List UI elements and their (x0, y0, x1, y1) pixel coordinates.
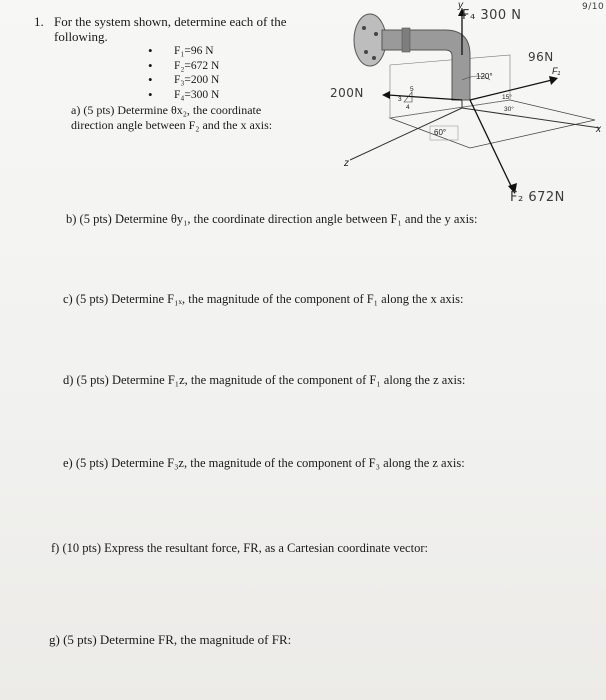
x-axis-line (462, 108, 600, 128)
problem-number: 1. (34, 14, 44, 29)
handwritten-f1-note: 96N (528, 50, 554, 64)
part-b-question: b) (5 pts) Determine θy₁, the coordinate direction angle between F₁ and the y axis: (66, 212, 478, 226)
flange-bolt (372, 56, 376, 60)
problem-statement: For the system shown, determine each of the following. (54, 14, 287, 44)
handwritten-f4-note: F₄ 300 N (462, 8, 522, 23)
part-c-question: c) (5 pts) Determine F₁ₓ, the magnitude of the component of F₁ along the x axis: (63, 292, 464, 306)
force-system-diagram (330, 0, 606, 215)
flange-bolt (374, 32, 378, 36)
f3-arrowhead (382, 91, 390, 99)
slope-3-label: 3 (398, 96, 402, 103)
angle-15-label: 15° (502, 94, 512, 101)
angle-60-label: 60° (434, 128, 447, 137)
force-f2: • F₂=672 N (148, 59, 219, 74)
xz-plane-outline (390, 100, 595, 148)
handwritten-f3-note: 200N (330, 86, 364, 100)
x-axis-label: x (596, 124, 601, 135)
pipe-collar (402, 28, 410, 52)
handwritten-score: 9/10 (582, 2, 605, 12)
slope-5-label: 5 (410, 86, 414, 93)
pipe-elbow (382, 30, 470, 100)
part-e-question: e) (5 pts) Determine F₃z, the magnitude of the component of F₃ along the z axis: (63, 456, 465, 470)
angle-120-label: 120° (476, 72, 493, 81)
part-f-question: f) (10 pts) Express the resultant force, FR, as a Cartesian coordinate vector: (51, 541, 428, 555)
flange-bolt (364, 50, 368, 54)
f1-arrowhead (549, 76, 558, 85)
flange-bolt (362, 26, 366, 30)
part-g-question: g) (5 pts) Determine FR, the magnitude of FR: (49, 632, 292, 647)
f1-label: F₁ (552, 66, 561, 76)
handwritten-f2-note: F₂ 672N (510, 190, 565, 205)
y-axis-label: y (458, 0, 463, 11)
f2-vector (470, 100, 512, 188)
z-axis-label: z (344, 158, 349, 169)
angle-30-label: 30° (504, 106, 514, 113)
wall-flange (354, 14, 386, 66)
slope-4-label: 4 (406, 104, 410, 111)
force-f1: • F₁=96 N (148, 44, 219, 59)
part-d-question: d) (5 pts) Determine F₁z, the magnitude of the component of F₁ along the z axis: (63, 373, 466, 387)
diagram-svg (330, 0, 606, 215)
force-list (148, 44, 219, 102)
force-f4: • F₄=300 N (148, 88, 219, 103)
part-a-question: a) (5 pts) Determine θx₂, the coordinate direction angle between F₂ and the x axis: (71, 103, 273, 132)
force-f3: • F₃=200 N (148, 73, 219, 88)
